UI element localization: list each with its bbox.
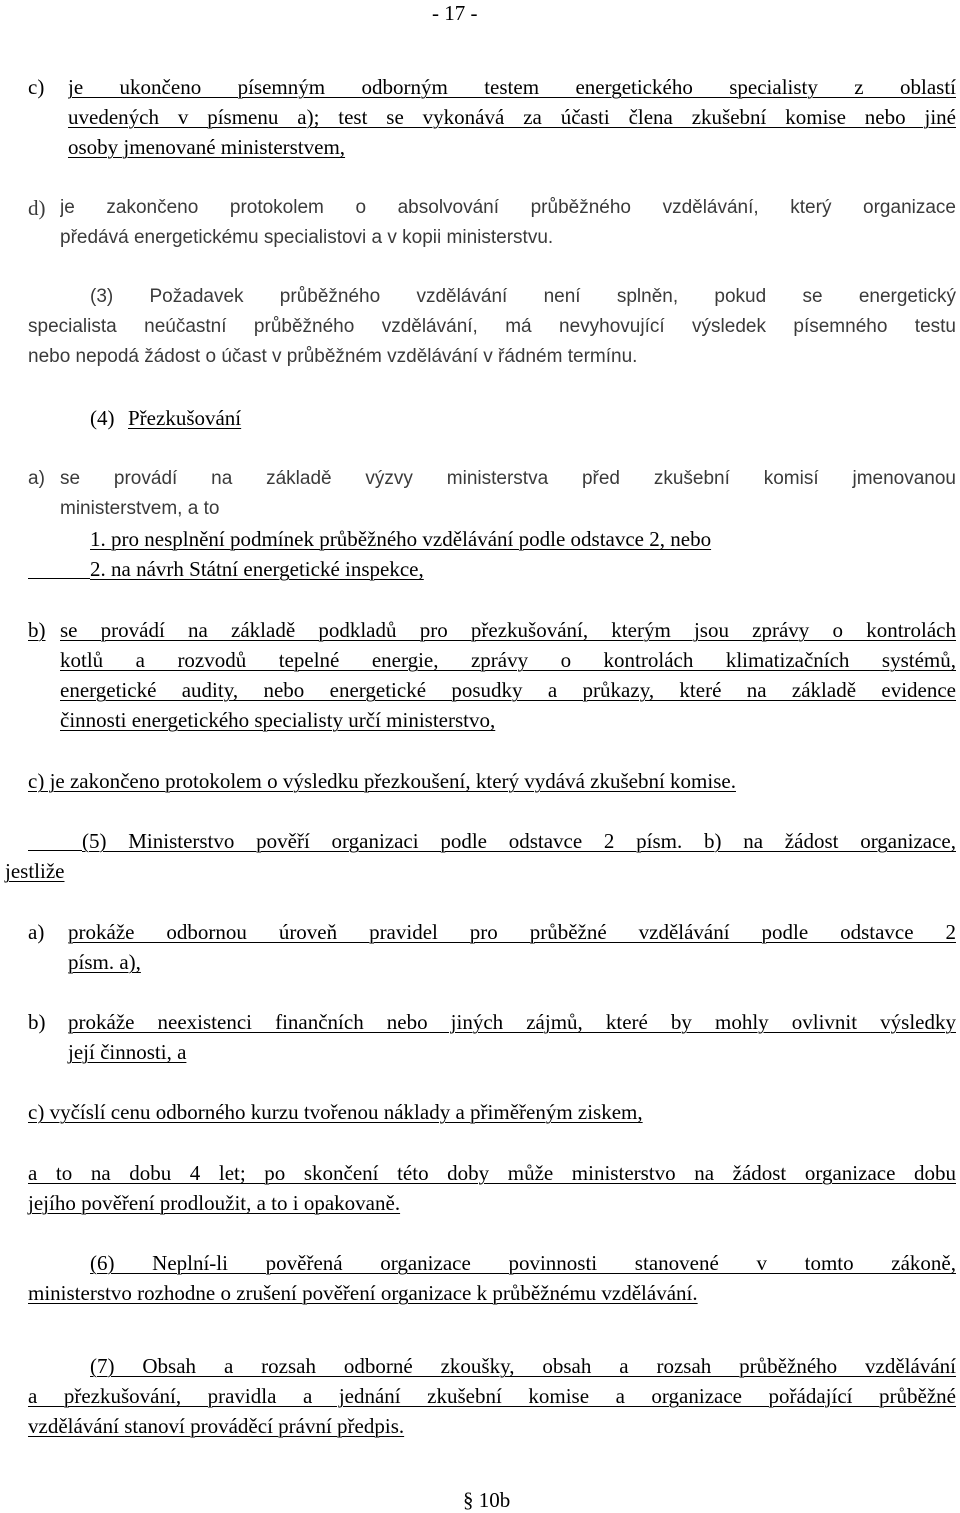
para7-line-3: vzdělávání stanoví prováděcí právní předpis.	[28, 1414, 405, 1438]
para3-line-1: (3) Požadavek průběžného vzdělávání není splněn, pokud se energetický	[90, 286, 956, 307]
para4-b-line-4: činnosti energetického specialisty určí ministerstvo,	[60, 708, 496, 732]
item-c-line-2: uvedených v písmenu a); test se vykonává za účasti člena zkušební komise nebo jiné	[68, 105, 956, 129]
para6-line-1: (6) Neplní-li pověřená organizace povinnosti stanovené v tomto zákoně,	[90, 1251, 956, 1275]
para5-line-1: (5) Ministerstvo pověří organizaci podle odstavce 2 písm. b) na žádost organizace,	[82, 829, 956, 853]
para4-b-label: b)	[28, 618, 46, 642]
para4-b-line-2: kotlů a rozvodů tepelné energie, zprávy o kontrolách klimatizačních systémů,	[60, 648, 956, 672]
para5-underline-lead	[28, 850, 82, 851]
para3-line-2: specialista neúčastní průběžného vzdělávání, má nevyhovující výsledek písemného testu	[28, 316, 956, 337]
para7-line-1: (7) Obsah a rozsah odborné zkoušky, obsah a rozsah průběžného vzdělávání	[90, 1354, 956, 1378]
para5-b-line-2: její činnosti, a	[68, 1040, 187, 1064]
para4-c-line: c) je zakončeno protokolem o výsledku přezkoušení, který vydává zkušební komise.	[28, 769, 736, 793]
para4-sub-1: 1. pro nesplnění podmínek průběžného vzdělávání podle odstavce 2, nebo	[90, 527, 712, 551]
para5-line-2: jestliže	[5, 859, 65, 883]
para5-c-line: c) vyčíslí cenu odborného kurzu tvořenou náklady a přiměřeným ziskem,	[28, 1100, 643, 1124]
item-c-line-3: osoby jmenované ministerstvem,	[68, 135, 346, 159]
section-mark: § 10b	[463, 1488, 511, 1512]
item-c-line-1: je ukončeno písemným odborným testem energetického specialisty z oblastí	[68, 75, 956, 99]
para7-line-2: a přezkušování, pravidla a jednání zkušební komise a organizace pořádající průběžné	[28, 1384, 956, 1408]
para5-tail-line-1: a to na dobu 4 let; po skončení této doby může ministerstvo na žádost organizace dobu	[28, 1161, 956, 1185]
page-number: - 17 -	[432, 1, 478, 25]
item-c-label: c)	[28, 75, 45, 99]
para5-b-line-1: prokáže neexistenci finančních nebo jiných zájmů, které by mohly ovlivnit výsledky	[68, 1010, 956, 1034]
para5-a-line-2: písm. a),	[68, 950, 141, 974]
para5-tail-line-2: jejího pověření prodloužit, a to i opakovaně.	[28, 1191, 401, 1215]
para5-a-label: a)	[28, 920, 45, 944]
para4-b-line-3: energetické audity, nebo energetické posudky a průkazy, které na základě evidence	[60, 678, 956, 702]
para4-sub-2-underline-lead	[28, 578, 90, 579]
para5-b-label: b)	[28, 1010, 46, 1034]
item-d-line-2: předává energetickému specialistovi a v kopii ministerstvu.	[60, 227, 554, 248]
para4-a-label: a)	[28, 468, 45, 489]
para3-line-3: nebo nepodá žádost o účast v průběžném vzdělávání v řádném termínu.	[28, 346, 638, 367]
para6-line-2: ministerstvo rozhodne o zrušení pověření organizace k průběžnému vzdělávání.	[28, 1281, 698, 1305]
para4-a-line-2: ministerstvem, a to	[60, 498, 220, 519]
para5-a-line-1: prokáže odbornou úroveň pravidel pro průběžné vzdělávání podle odstavce 2	[68, 920, 956, 944]
item-d-label: d)	[28, 196, 46, 220]
item-d-line-1: je zakončeno protokolem o absolvování průběžného vzdělávání, který organizace	[60, 197, 956, 218]
para4-sub-2: 2. na návrh Státní energetické inspekce,	[90, 557, 424, 581]
para4-number: (4)	[90, 406, 115, 430]
para4-a-line-1: se provádí na základě výzvy ministerstva před zkušební komisí jmenovanou	[60, 468, 956, 489]
para4-b-line-1: se provádí na základě podkladů pro přezkušování, kterým jsou zprávy o kontrolách	[60, 618, 956, 642]
para4-title: Přezkušování	[128, 406, 242, 430]
